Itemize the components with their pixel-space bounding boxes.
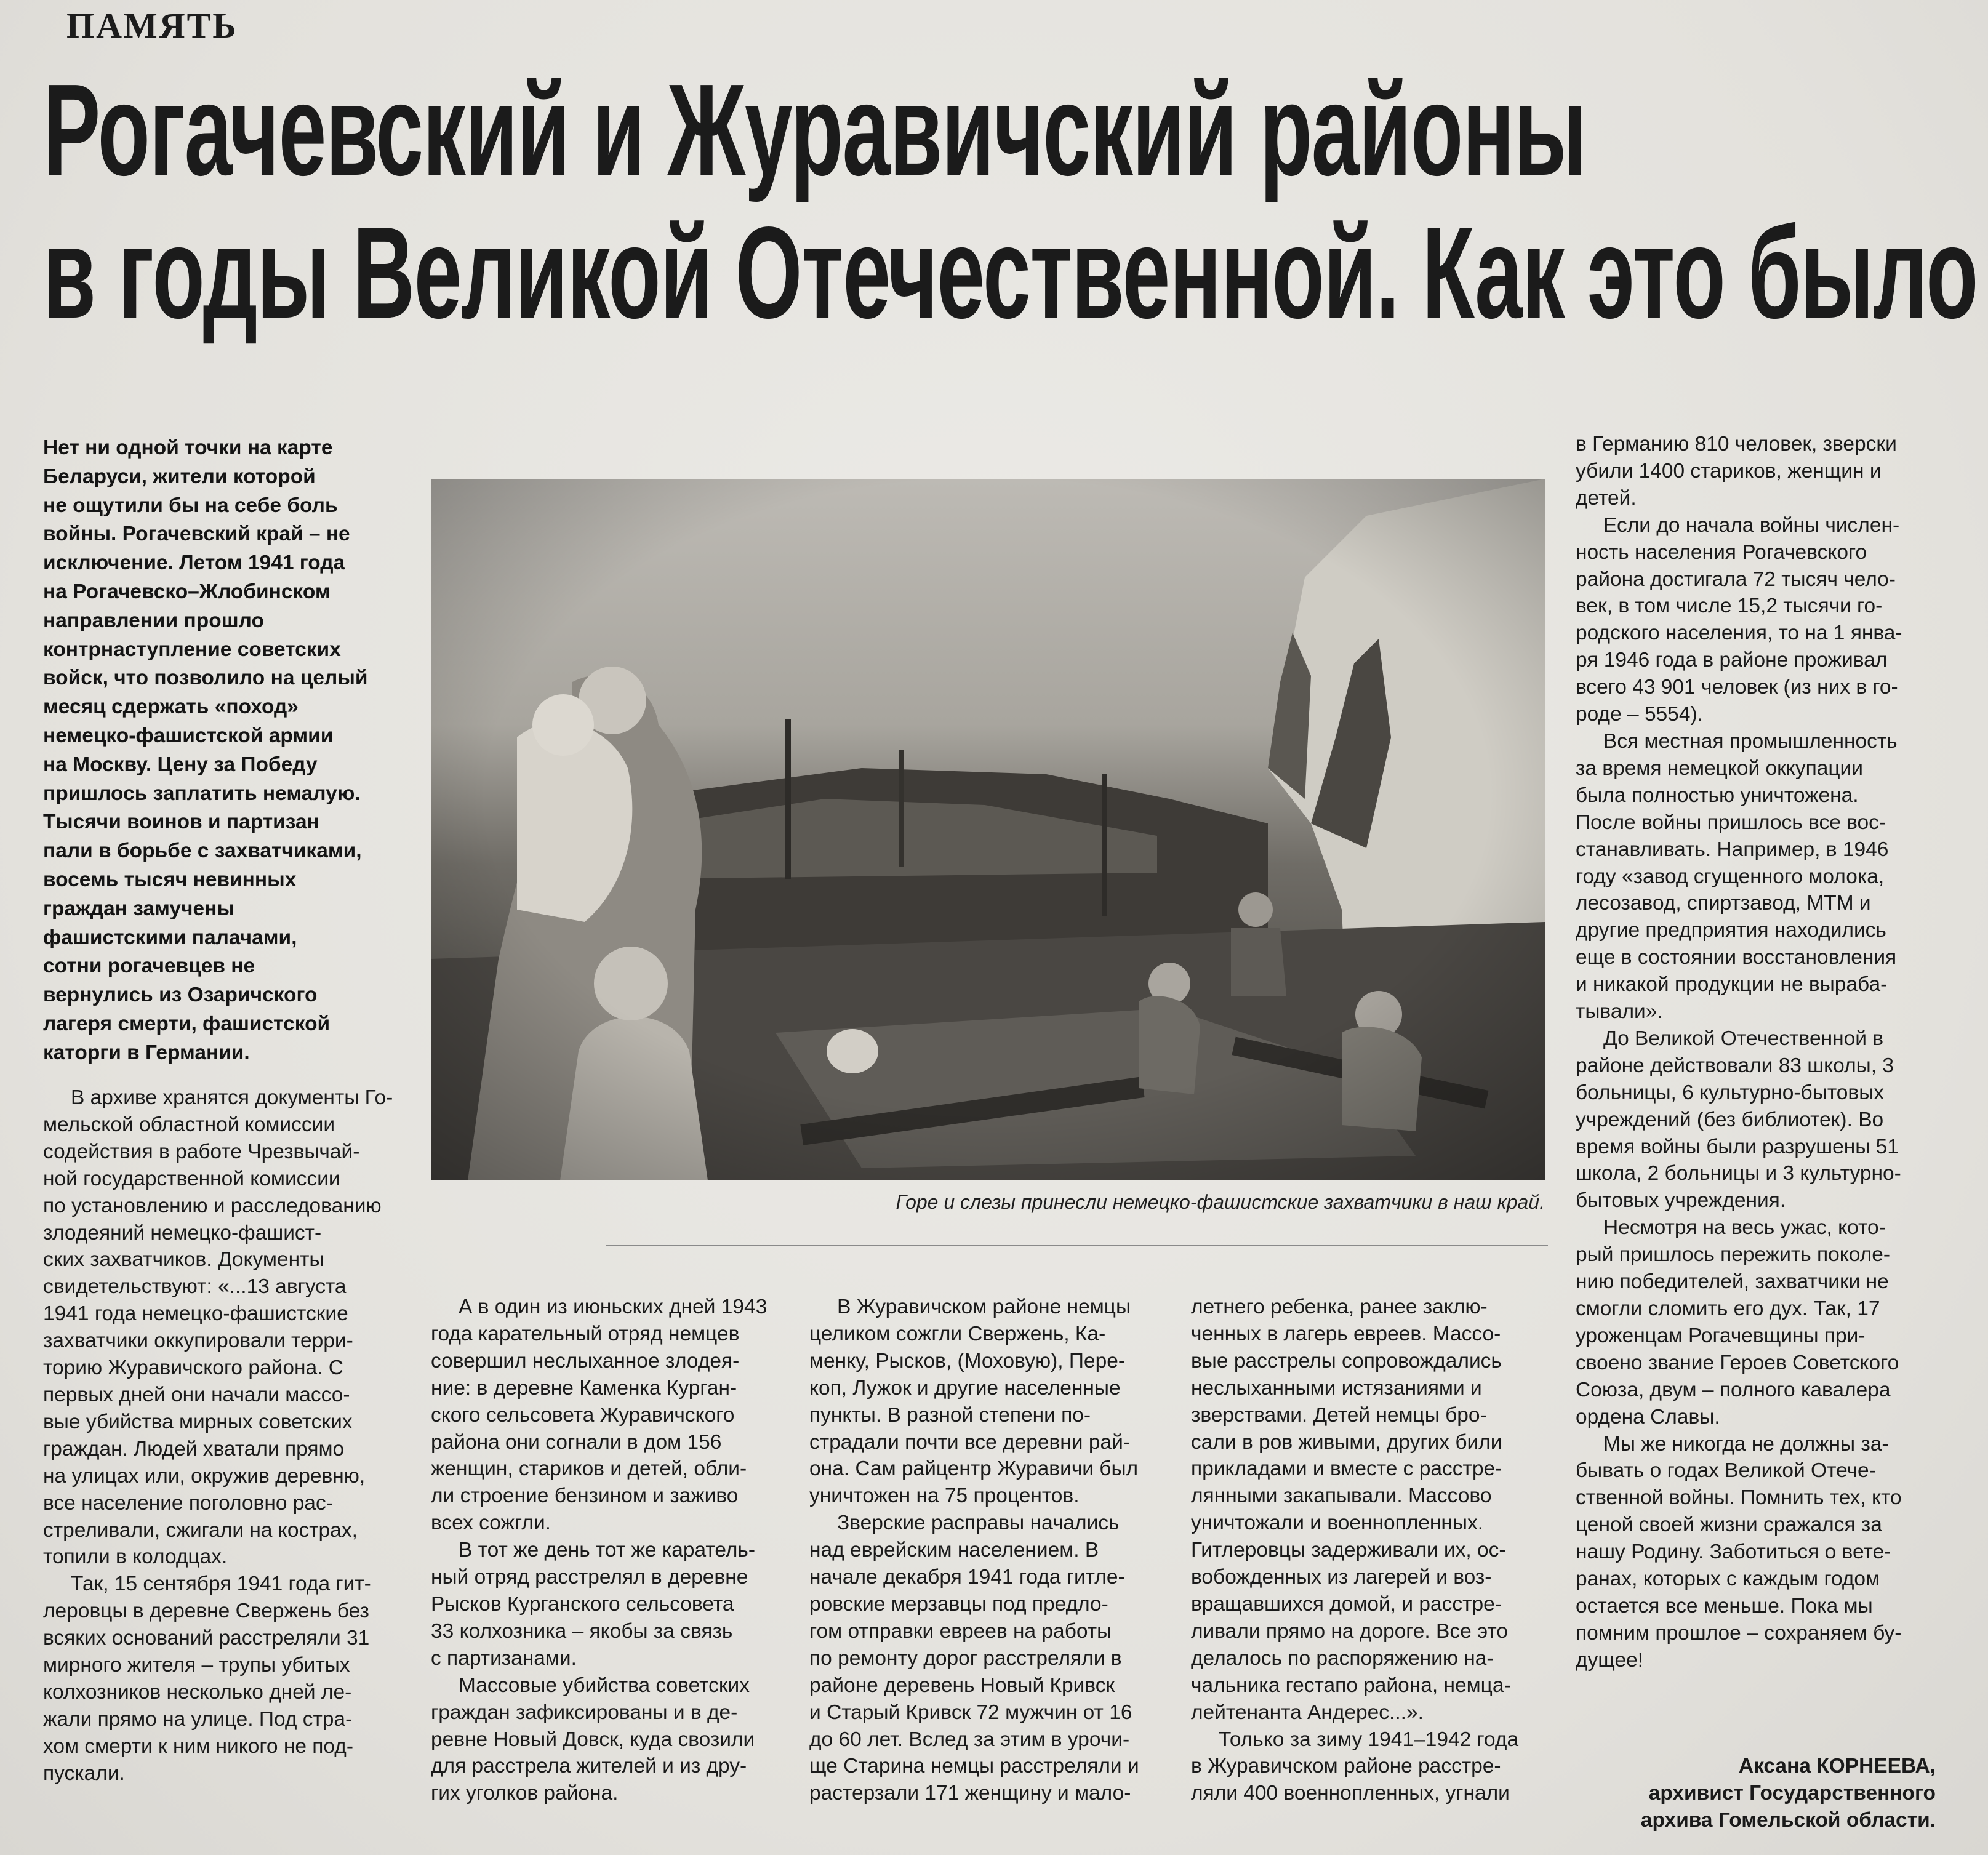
text-column-2 [431,1294,791,1807]
lead-paragraph: Нет ни одной точки на карте Беларуси, жители которой не ощутили бы на себе боль войны. Рогачевский край – не исключение. Летом 1941 года на Рогачевско–Жлобинском направлении прошло контрнаступление советских войск, что позволило на целый месяц сдержать «поход» немецко-фашистской армии на Москву. Цену за Победу пришлось заплатить немалую. Тысячи воинов и партизан пали в борьбе с захватчиками, восемь тысяч невинных граждан замучены фашистскими палачами, сотни рогачевцев не вернулись из Озаричского лагеря смерти, фашистской каторги в Германии. [43,436,368,1064]
text-column-4 [1191,1294,1551,1807]
paragraph: В архиве хранятся документы Го- мельской областной комиссии содействия в работе Чрезвычай- ной государственной комиссии по установлению и расследованию злодеяний немецко-фашист- ских захватчиков. Документы свидетельствуют: «...13 августа 1941 года немецко-фашистские захватчики оккупировали терри- торию Журавичского района. С первых дней они начали массо- вые убийства мирных советских граждан. Людей хватали прямо на улицах или, окружив деревню, все население поголовно рас- стреливали, сжигали на кострах, топили в колодцах. [43,1086,393,1569]
war-photo [431,479,1545,1180]
author-title: архивист Государственного [1648,1782,1936,1805]
headline-line-1: Рогачевский и Журавичский районы [43,57,1587,202]
paragraph: Вся местная промышленность за время немецкой оккупации была полностью уничтожена. После войны пришлось все вос- станавливать. Например, в 1946 году «завод сгущенного молока, лесозавод, спиртзавод, МТМ и другие предприятия находились еще в состоянии восстановления и никакой продукции не выраба- тывали». [1576,729,1898,1024]
text-column-3 [809,1294,1169,1807]
paragraph: Массовые убийства советских граждан зафиксированы и в де- ревне Новый Довск, куда свозили для расстрела жителей и из дру- гих уголков района. [431,1673,755,1805]
paragraph: Так, 15 сентября 1941 года гит- леровцы в деревне Свержень без всяких оснований расстреляли 31 мирного жителя – трупы убитых колхозников несколько дней ле- жали прямо на улице. Под стра- хом смерти к ним никого не под- пускали. [43,1573,371,1785]
paragraph: Несмотря на весь ужас, кото- рый пришлось пережить поколе- нию победителей, захватчики не смогли сломить его дух. Так, 17 уроженцам Рогачевщины при- своено звание Героев Советского Союза, двум – полного кавалера ордена Славы. [1576,1216,1899,1428]
paragraph: Если до начала войны числен- ность населения Рогачевского района достигала 72 тысяч чело- век, в том числе 15,2 тысячи го- родского населения, то на 1 янва- ря 1946 года в районе проживал всего 43 901 человек (из них в го- роде – 5554). [1576,513,1902,726]
paragraph: в Германию 810 человек, зверски убили 1400 стариков, женщин и детей. [1576,433,1897,510]
paragraph: Зверские расправы начались над еврейским населением. В начале декабря 1941 года гитле- ровские мерзавцы под предло- гом отправки евреев на работы по ремонту дорог расстреляли в районе деревень Новый Кривск и Старый Кривск 72 мужчин от 16 до 60 лет. Вслед за этим в урочи- ще Старина немцы расстреляли и растерзали 171 женщину и мало- [809,1512,1139,1805]
author-signature [1576,1753,1936,1834]
paragraph: До Великой Отечественной в районе действовали 83 школы, 3 больницы, 6 культурно-бытовых учреждений (без библиотек). Во время войны были разрушены 51 школа, 2 больницы и 3 культурно- бытовых учреждения. [1576,1027,1901,1212]
divider-rule [606,1245,1548,1246]
author-name: Аксана КОРНЕЕВА, [1738,1755,1936,1777]
paragraph: Только за зиму 1941–1942 года в Журавичском районе расстре- ляли 400 военнопленных, угнали [1191,1728,1519,1805]
headline-line-2: в годы Великой Отечественной. Как это было [43,199,1978,345]
paragraph: В Журавичском районе немцы целиком сожгли Свержень, Ка- менку, Рысков, (Моховую), Пере- коп, Лужок и другие населенные пункты. В разной степени по- страдали почти все деревни рай- она. Сам райцентр Журавичи был уничтожен на 75 процентов. [809,1296,1139,1508]
photo-caption: Горе и слезы принесли немецко-фашистские захватчики в наш край. [896,1191,1545,1213]
paragraph: В тот же день тот же каратель- ный отряд расстрелял в деревне Рысков Курганского сельсовета 33 колхозника – якобы за связь с партизанами. [431,1539,756,1670]
author-title: архива Гомельской области. [1640,1809,1936,1832]
section-rubric: ПАМЯТЬ [66,6,238,46]
paragraph: летнего ребенка, ранее заклю- ченных в лагерь евреев. Массо- вые расстрелы сопровождались неслыханными истязаниями и зверствами. Детей немцы бро- сали в ров живыми, других били прикладами и вместе с расстре- лянными закапывали. Массово уничтожали и военнопленных. Гитлеровцы задерживали их, ос- вобожденных из лагерей и воз- вращавшихся домой, и расстре- ливали прямо на дороге. Все это делалось по распоряжению на- чальника гестапо района, немца- лейтенанта Андерес...». [1191,1296,1511,1724]
paragraph: Мы же никогда не должны за- бывать о годах Великой Отече- ственной войны. Помнить тех, кто ценой своей жизни сражался за нашу Родину. Заботиться о вете- ранах, которых с каждым годом остается все меньше. Пока мы помним прошлое – сохраняем бу- дущее! [1576,1432,1902,1672]
paragraph: А в один из июньских дней 1943 года карательный отряд немцев совершил неслыханное злодея- ние: в деревне Каменка Курган- ского сельсовета Журавичского района они согнали в дом 156 женщин, стариков и детей, обли- ли строение бензином и заживо всех сожгли. [431,1296,768,1535]
war-photo-image [431,479,1545,1180]
headline [43,57,1978,345]
text-column-5 [1576,431,1939,1674]
text-column-1 [43,1084,403,1787]
